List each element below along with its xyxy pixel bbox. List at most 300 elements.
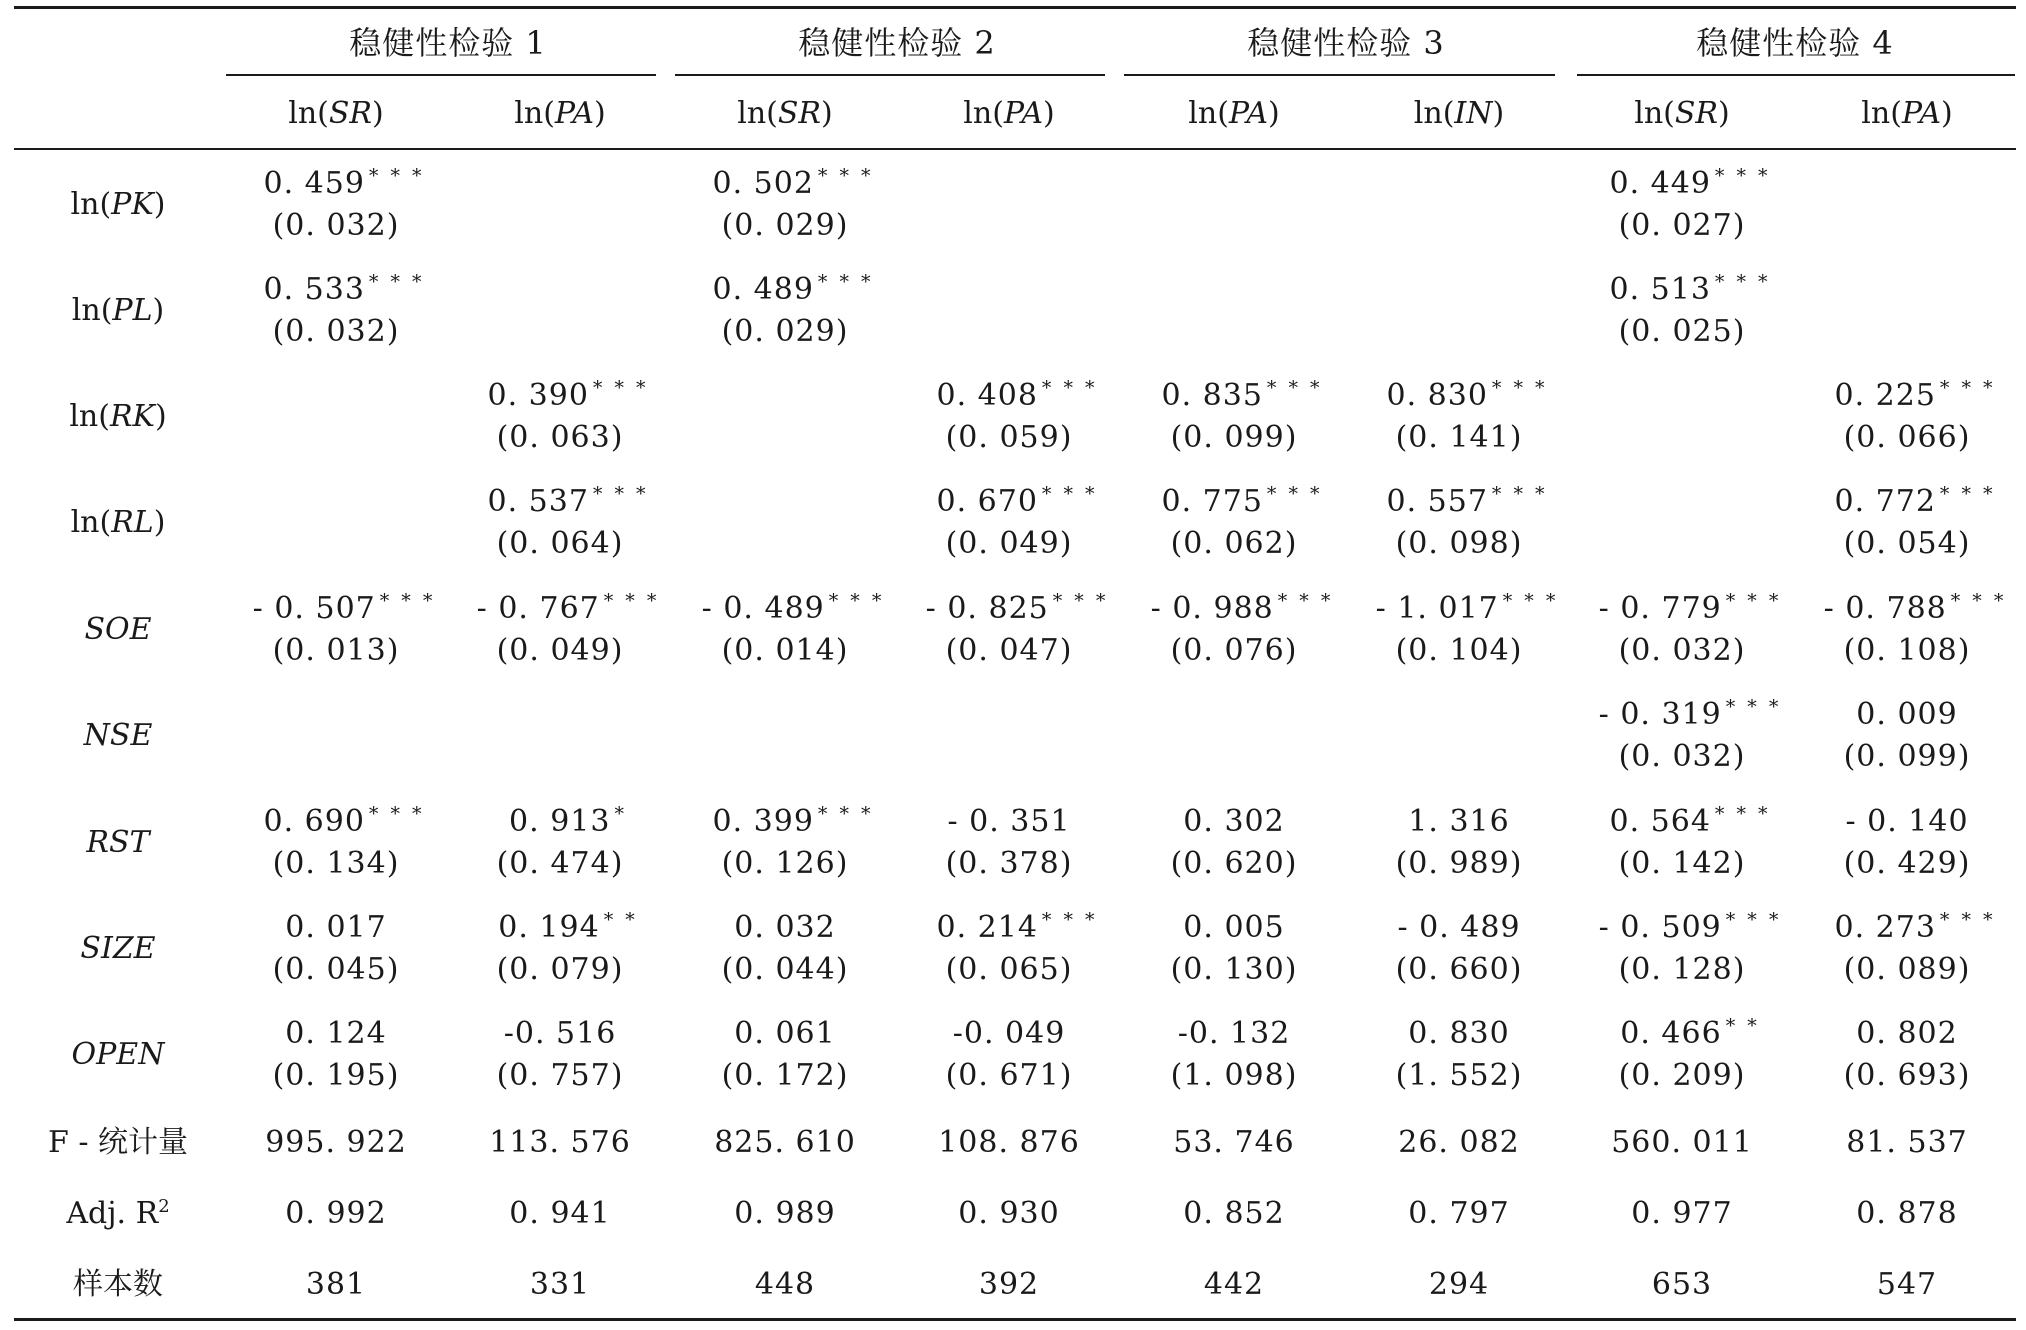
stat-value-text: 560. 011 xyxy=(1611,1125,1753,1160)
stat-value xyxy=(1183,1196,1285,1231)
row-label xyxy=(80,931,156,966)
coefficient xyxy=(701,590,885,626)
significance-stars: * * * xyxy=(603,590,660,612)
stat-value xyxy=(978,1267,1040,1302)
header-rule xyxy=(14,148,2016,150)
significance-stars: * * * xyxy=(1950,590,2007,612)
coefficient xyxy=(1386,377,1548,413)
coefficient-value: 0. 194 xyxy=(498,910,600,945)
header-variable: SR xyxy=(1674,96,1719,131)
standard-error-value: (0. 076) xyxy=(1170,633,1298,668)
header-prefix: ln( xyxy=(288,96,329,131)
coefficient xyxy=(487,483,649,519)
standard-error xyxy=(945,633,1073,668)
column-header xyxy=(514,96,606,131)
coefficient xyxy=(263,271,425,307)
label-variable: SOE xyxy=(84,612,152,647)
standard-error xyxy=(1170,526,1298,561)
coefficient-value: - 0. 509 xyxy=(1598,910,1722,945)
standard-error-value: (0. 141) xyxy=(1395,420,1523,455)
standard-error xyxy=(272,846,400,881)
coefficient-value: 0. 775 xyxy=(1161,484,1263,519)
stat-label-superscript: 2 xyxy=(158,1196,170,1217)
standard-error-value: (1. 552) xyxy=(1395,1058,1523,1093)
group-title-1: 稳健性检验 1 xyxy=(349,24,547,62)
bottom-rule xyxy=(14,1318,2016,1321)
standard-error-value: (0. 474) xyxy=(496,846,624,881)
significance-stars: * * * xyxy=(1725,590,1782,612)
coefficient-value: 0. 061 xyxy=(734,1016,836,1051)
header-prefix: ln( xyxy=(1861,96,1902,131)
standard-error xyxy=(272,314,400,349)
stat-value xyxy=(265,1125,407,1160)
standard-error-value: (0. 089) xyxy=(1843,952,1971,987)
standard-error-value: (0. 063) xyxy=(496,420,624,455)
coefficient xyxy=(1375,590,1559,626)
coefficient-value: 0. 690 xyxy=(263,804,365,839)
standard-error xyxy=(945,952,1073,987)
coefficient xyxy=(712,803,874,839)
stat-value-text: 0. 930 xyxy=(958,1196,1060,1231)
standard-error-value: (0. 029) xyxy=(721,208,849,243)
coefficient-value: 0. 533 xyxy=(263,272,365,307)
standard-error-value: (0. 032) xyxy=(272,208,400,243)
standard-error-value: (0. 032) xyxy=(1618,739,1746,774)
row-label xyxy=(84,612,152,647)
stat-label-text: F - 统计量 xyxy=(47,1125,189,1160)
label-suffix: ) xyxy=(154,399,167,434)
coefficient-value: 0. 124 xyxy=(285,1016,387,1051)
coefficient-value: 0. 830 xyxy=(1386,378,1488,413)
coefficient-value: 0. 214 xyxy=(936,910,1038,945)
row-label xyxy=(83,718,153,753)
standard-error xyxy=(1843,952,1971,987)
standard-error-value: (0. 066) xyxy=(1843,420,1971,455)
header-prefix: ln( xyxy=(737,96,778,131)
coefficient xyxy=(936,377,1098,413)
coefficient xyxy=(1598,696,1782,732)
group-title-4: 稳健性检验 4 xyxy=(1696,24,1894,62)
standard-error xyxy=(721,314,849,349)
standard-error xyxy=(1395,526,1523,561)
standard-error-value: (0. 054) xyxy=(1843,526,1971,561)
standard-error xyxy=(945,1058,1073,1093)
significance-stars: * * * xyxy=(1502,590,1559,612)
standard-error-value: (0. 172) xyxy=(721,1058,849,1093)
coefficient-value: 0. 564 xyxy=(1609,804,1711,839)
column-header xyxy=(1861,96,1953,131)
standard-error-value: (0. 757) xyxy=(496,1058,624,1093)
stat-value xyxy=(1428,1267,1490,1302)
significance-stars: * * * xyxy=(817,165,874,187)
coefficient xyxy=(734,910,836,945)
coefficient-value: - 0. 489 xyxy=(1397,910,1521,945)
standard-error xyxy=(496,526,624,561)
coefficient xyxy=(734,1016,836,1051)
label-variable: NSE xyxy=(83,718,153,753)
stat-value xyxy=(509,1196,611,1231)
group-underline-2 xyxy=(675,74,1105,76)
coefficient xyxy=(252,590,436,626)
stat-value xyxy=(958,1196,1060,1231)
significance-stars: * * * xyxy=(1714,271,1771,293)
coefficient xyxy=(936,909,1098,945)
header-suffix: ) xyxy=(594,96,606,131)
header-suffix: ) xyxy=(1492,96,1505,131)
label-prefix: ln( xyxy=(69,399,110,434)
label-prefix: ln( xyxy=(71,293,113,328)
standard-error-value: (0. 032) xyxy=(1618,633,1746,668)
standard-error-value: (0. 108) xyxy=(1843,633,1971,668)
coefficient xyxy=(263,165,425,201)
standard-error-value: (0. 049) xyxy=(945,526,1073,561)
stat-value-text: 547 xyxy=(1876,1267,1938,1302)
stat-value-text: 653 xyxy=(1651,1267,1713,1302)
stat-label-text: Adj. R xyxy=(66,1196,159,1231)
group-title-2: 稳健性检验 2 xyxy=(798,24,996,62)
coefficient-value: 0. 772 xyxy=(1834,484,1936,519)
coefficient xyxy=(712,271,874,307)
standard-error-value: (0. 099) xyxy=(1170,420,1298,455)
standard-error xyxy=(1395,846,1523,881)
stat-value xyxy=(1408,1196,1510,1231)
coefficient xyxy=(263,803,425,839)
coefficient-value: 0. 466 xyxy=(1620,1016,1722,1051)
significance-stars: * * * xyxy=(1052,590,1109,612)
coefficient xyxy=(509,803,627,839)
standard-error-value: (0. 195) xyxy=(272,1058,400,1093)
standard-error xyxy=(1618,739,1746,774)
standard-error xyxy=(496,1058,624,1093)
header-variable: PA xyxy=(1003,96,1044,131)
standard-error-value: (0. 079) xyxy=(496,952,624,987)
coefficient-value: 0. 408 xyxy=(936,378,1038,413)
coefficient xyxy=(285,1016,387,1051)
row-label xyxy=(70,187,166,222)
coefficient-value: - 0. 825 xyxy=(925,591,1049,626)
column-header xyxy=(737,96,833,131)
stat-value-text: 113. 576 xyxy=(489,1125,631,1160)
coefficient xyxy=(1823,590,2007,626)
coefficient-value: - 0. 779 xyxy=(1598,591,1722,626)
significance-stars: * * xyxy=(603,909,638,931)
standard-error xyxy=(272,1058,400,1093)
standard-error xyxy=(1170,633,1298,668)
coefficient-value: 0. 502 xyxy=(712,166,814,201)
coefficient xyxy=(1834,483,1996,519)
significance-stars: * * * xyxy=(1266,377,1323,399)
coefficient-value: -0. 516 xyxy=(503,1016,617,1051)
standard-error xyxy=(1170,846,1298,881)
significance-stars: * * * xyxy=(817,803,874,825)
standard-error-value: (1. 098) xyxy=(1170,1058,1298,1093)
standard-error-value: (0. 014) xyxy=(721,633,849,668)
label-variable: RST xyxy=(86,825,150,860)
stat-value-text: 995. 922 xyxy=(265,1125,407,1160)
coefficient xyxy=(1598,590,1782,626)
coefficient xyxy=(952,1016,1066,1051)
stat-label xyxy=(47,1125,189,1160)
coefficient-value: 0. 835 xyxy=(1161,378,1263,413)
coefficient-value: 0. 513 xyxy=(1609,272,1711,307)
standard-error xyxy=(1618,846,1746,881)
label-prefix: ln( xyxy=(70,187,112,222)
significance-stars: * * * xyxy=(1266,483,1323,505)
significance-stars: * * * xyxy=(368,165,425,187)
coefficient-value: 0. 449 xyxy=(1609,166,1711,201)
significance-stars: * * * xyxy=(592,483,649,505)
header-variable: SR xyxy=(777,96,822,131)
label-suffix: ) xyxy=(153,187,166,222)
significance-stars: * * * xyxy=(1491,377,1548,399)
stat-value-text: 825. 610 xyxy=(714,1125,856,1160)
stat-value-text: 331 xyxy=(529,1267,591,1302)
significance-stars: * * * xyxy=(1041,483,1098,505)
coefficient-value: - 1. 017 xyxy=(1375,591,1499,626)
stat-value xyxy=(1173,1125,1295,1160)
header-suffix: ) xyxy=(821,96,833,131)
stat-value-text: 381 xyxy=(305,1267,367,1302)
standard-error-value: (0. 671) xyxy=(945,1058,1073,1093)
column-header xyxy=(1413,96,1505,131)
standard-error xyxy=(1170,952,1298,987)
standard-error-value: (0. 027) xyxy=(1618,208,1746,243)
coefficient-value: 0. 005 xyxy=(1183,910,1285,945)
coefficient-value: 0. 032 xyxy=(734,910,836,945)
group-underline-1 xyxy=(226,74,656,76)
coefficient-value: 0. 017 xyxy=(285,910,387,945)
coefficient-value: 1. 316 xyxy=(1408,804,1510,839)
standard-error-value: (0. 062) xyxy=(1170,526,1298,561)
stat-value-text: 0. 878 xyxy=(1856,1196,1958,1231)
standard-error-value: (0. 126) xyxy=(721,846,849,881)
coefficient-value: 0. 302 xyxy=(1183,804,1285,839)
label-variable: PL xyxy=(112,293,153,328)
standard-error xyxy=(496,633,624,668)
coefficient xyxy=(1834,909,1996,945)
standard-error-value: (0. 104) xyxy=(1395,633,1523,668)
coefficient xyxy=(1609,803,1771,839)
stat-value-text: 53. 746 xyxy=(1173,1125,1295,1160)
standard-error xyxy=(721,846,849,881)
coefficient xyxy=(487,377,649,413)
standard-error-value: (0. 049) xyxy=(496,633,624,668)
coefficient xyxy=(1397,910,1521,945)
group-underline-4 xyxy=(1577,74,2015,76)
standard-error xyxy=(1843,420,1971,455)
coefficient xyxy=(1620,1015,1760,1051)
standard-error xyxy=(721,633,849,668)
stat-value xyxy=(1203,1267,1265,1302)
standard-error xyxy=(945,526,1073,561)
coefficient xyxy=(498,909,638,945)
standard-error xyxy=(1843,633,1971,668)
coefficient-value: 0. 537 xyxy=(487,484,589,519)
standard-error xyxy=(1843,739,1971,774)
standard-error xyxy=(496,952,624,987)
coefficient xyxy=(1856,697,1958,732)
standard-error xyxy=(1618,208,1746,243)
significance-stars: * * * xyxy=(817,271,874,293)
standard-error xyxy=(272,633,400,668)
coefficient xyxy=(712,165,874,201)
header-variable: PA xyxy=(1901,96,1942,131)
stat-value-text: 442 xyxy=(1203,1267,1265,1302)
stat-value-text: 0. 852 xyxy=(1183,1196,1285,1231)
standard-error-value: (0. 065) xyxy=(945,952,1073,987)
standard-error xyxy=(1618,952,1746,987)
coefficient xyxy=(285,910,387,945)
significance-stars: * * * xyxy=(1725,696,1782,718)
standard-error xyxy=(1170,420,1298,455)
group-underline-3 xyxy=(1124,74,1555,76)
significance-stars: * * * xyxy=(1725,909,1782,931)
coefficient xyxy=(476,590,660,626)
stat-value-text: 0. 941 xyxy=(509,1196,611,1231)
label-variable: SIZE xyxy=(80,931,156,966)
row-label xyxy=(69,399,167,434)
standard-error xyxy=(945,420,1073,455)
header-prefix: ln( xyxy=(1413,96,1455,131)
column-header xyxy=(963,96,1055,131)
significance-stars: * * * xyxy=(1714,803,1771,825)
header-suffix: ) xyxy=(1043,96,1055,131)
column-header xyxy=(288,96,384,131)
coefficient xyxy=(1598,909,1782,945)
standard-error xyxy=(1843,526,1971,561)
coefficient xyxy=(1150,590,1334,626)
stat-value xyxy=(1611,1125,1753,1160)
header-variable: SR xyxy=(328,96,373,131)
standard-error xyxy=(1618,633,1746,668)
coefficient xyxy=(1177,1016,1291,1051)
coefficient-value: - 0. 988 xyxy=(1150,591,1274,626)
row-label xyxy=(71,1037,165,1072)
stat-value xyxy=(1651,1267,1713,1302)
standard-error xyxy=(272,952,400,987)
coefficient-value: - 0. 788 xyxy=(1823,591,1947,626)
stat-label-text: 样本数 xyxy=(73,1267,163,1302)
coefficient-value: - 0. 319 xyxy=(1598,697,1722,732)
coefficient xyxy=(1386,483,1548,519)
standard-error xyxy=(1618,314,1746,349)
header-prefix: ln( xyxy=(1634,96,1675,131)
header-suffix: ) xyxy=(1941,96,1953,131)
label-prefix: ln( xyxy=(70,505,112,540)
standard-error xyxy=(1395,952,1523,987)
standard-error-value: (0. 044) xyxy=(721,952,849,987)
coefficient xyxy=(1408,804,1510,839)
standard-error-value: (0. 032) xyxy=(272,314,400,349)
significance-stars: * * * xyxy=(1714,165,1771,187)
stat-value xyxy=(305,1267,367,1302)
header-suffix: ) xyxy=(1718,96,1730,131)
standard-error-value: (0. 059) xyxy=(945,420,1073,455)
header-prefix: ln( xyxy=(963,96,1004,131)
significance-stars: * * * xyxy=(1939,483,1996,505)
standard-error-value: (0. 429) xyxy=(1843,846,1971,881)
standard-error xyxy=(721,1058,849,1093)
coefficient-value: 0. 489 xyxy=(712,272,814,307)
row-label xyxy=(70,505,166,540)
standard-error-value: (0. 128) xyxy=(1618,952,1746,987)
row-label xyxy=(86,825,150,860)
header-suffix: ) xyxy=(1268,96,1280,131)
coefficient-value: - 0. 507 xyxy=(252,591,376,626)
standard-error xyxy=(721,208,849,243)
standard-error-value: (0. 660) xyxy=(1395,952,1523,987)
row-label xyxy=(71,293,165,328)
stat-value-text: 0. 992 xyxy=(285,1196,387,1231)
standard-error-value: (0. 989) xyxy=(1395,846,1523,881)
stat-value-text: 0. 989 xyxy=(734,1196,836,1231)
significance-stars: * * * xyxy=(1277,590,1334,612)
coefficient-value: - 0. 489 xyxy=(701,591,825,626)
standard-error xyxy=(1618,1058,1746,1093)
coefficient xyxy=(1183,804,1285,839)
label-variable: RL xyxy=(111,505,154,540)
header-prefix: ln( xyxy=(1188,96,1229,131)
standard-error-value: (0. 013) xyxy=(272,633,400,668)
significance-stars: * * * xyxy=(1939,909,1996,931)
coefficient xyxy=(936,483,1098,519)
column-header xyxy=(1188,96,1280,131)
standard-error-value: (0. 209) xyxy=(1618,1058,1746,1093)
coefficient-value: 0. 399 xyxy=(712,804,814,839)
significance-stars: * * * xyxy=(828,590,885,612)
stat-value xyxy=(1856,1196,1958,1231)
coefficient-value: 0. 913 xyxy=(509,804,611,839)
coefficient xyxy=(1183,910,1285,945)
coefficient-value: 0. 830 xyxy=(1408,1016,1510,1051)
significance-stars: * * * xyxy=(379,590,436,612)
label-variable: PK xyxy=(111,187,154,222)
coefficient xyxy=(1834,377,1996,413)
stat-value xyxy=(285,1196,387,1231)
stat-value-text: 0. 977 xyxy=(1631,1196,1733,1231)
stat-value xyxy=(1631,1196,1733,1231)
stat-value xyxy=(714,1125,856,1160)
standard-error-value: (0. 130) xyxy=(1170,952,1298,987)
stat-value-text: 294 xyxy=(1428,1267,1490,1302)
stat-value xyxy=(938,1125,1080,1160)
stat-value xyxy=(489,1125,631,1160)
header-suffix: ) xyxy=(372,96,384,131)
standard-error xyxy=(1395,633,1523,668)
coefficient-value: 0. 670 xyxy=(936,484,1038,519)
top-rule xyxy=(14,6,2016,9)
coefficient xyxy=(1161,483,1323,519)
standard-error-value: (0. 047) xyxy=(945,633,1073,668)
standard-error-value: (0. 134) xyxy=(272,846,400,881)
header-variable: IN xyxy=(1454,96,1493,131)
coefficient xyxy=(1408,1016,1510,1051)
coefficient xyxy=(1845,804,1969,839)
standard-error-value: (0. 029) xyxy=(721,314,849,349)
coefficient xyxy=(1609,165,1771,201)
standard-error xyxy=(496,420,624,455)
significance-stars: * xyxy=(614,803,627,825)
stat-value xyxy=(529,1267,591,1302)
coefficient xyxy=(1161,377,1323,413)
stat-value xyxy=(734,1196,836,1231)
stat-value-text: 392 xyxy=(978,1267,1040,1302)
stat-value-text: 26. 082 xyxy=(1398,1125,1520,1160)
standard-error xyxy=(496,846,624,881)
standard-error-value: (0. 142) xyxy=(1618,846,1746,881)
standard-error-value: (0. 378) xyxy=(945,846,1073,881)
standard-error-value: (0. 099) xyxy=(1843,739,1971,774)
